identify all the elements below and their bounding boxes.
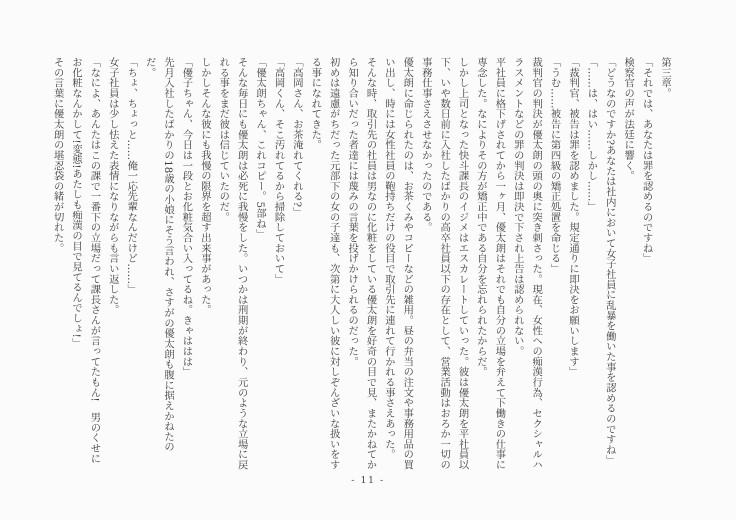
paragraph: 「裁判官、被告は罪を認めました。規定通りに即決をお願いします」 <box>566 57 579 377</box>
paragraph: 優太朗に命じられたのは、お茶くみやコピーなどの雑用。昼の弁当の注文や事務用品の買い出し、時には女性社員の鞄持ちだけの役目で取引先に連れて行かれる事さえあった。 <box>382 57 414 470</box>
paragraph: 「なによ、あんたはこの課で一番下の立場だって課長さんが言ってたもん! 男のくせにお化粧なんかして!変態!あたしも痴漢の目で見てるんでしょ!」 <box>70 57 101 464</box>
paragraph: 「うむ……被告に第四級の矯正処置を命じる」 <box>548 57 561 274</box>
paragraph: 検察官の声が法廷に響く。 <box>622 57 635 181</box>
paragraph: 「優太朗ちゃん、これコピー。5部ね」 <box>254 57 267 240</box>
paragraph: 平社員に格下げされてから一ヶ月、優太朗はそれでも自分の立場を弁えて下働きの仕事に専念した。なによりその方が矯正中である自分を忘れられたからだ。 <box>474 57 506 470</box>
page-text <box>34 57 674 470</box>
paragraph: 先月入社したばかりの18歳の小娘にそう言われ、さすがの優太朗も腹に据えかねたのだ。 <box>143 57 175 452</box>
page-number: - 11 - <box>351 475 385 486</box>
paragraph: しかし上司となった快斗課長のイジメはエスカレートしていった。彼は優太朗を平社員以下、いや数日前に入社したばかりの高卒社員以下の存在として、営業活動はおろか一切の事務仕事さえさせなかったのである。 <box>419 57 469 470</box>
paragraph: そんな時、取引先の社員は男なのに化粧をしている優太朗を好奇の目で見、またかねてから知り合いだった者達には蔑みの言葉を投げかけられるのだった。 <box>346 57 377 470</box>
paragraph: その言葉に優太朗の堪忍袋の緒が切れた。 <box>51 57 64 254</box>
paragraph: 「……は、はい……しかし……」 <box>585 57 598 212</box>
paragraph: 「それでは、あなたは罪を認めるのですね」 <box>640 57 653 264</box>
paragraph: 「どうなのですか?あなたは社内において女子社員に乱暴を働いた事を認めるのですね」 <box>603 57 616 466</box>
paragraph: 「ちょ、ちょっと……俺一応先輩なんだけど……」 <box>125 57 138 295</box>
paragraph: 「高岡くん、そこ汚れてるから掃除しておいて」 <box>272 57 285 285</box>
paragraph: 女子社員は少し怯えた表情になりながらも言い返した。 <box>106 57 119 315</box>
chapter-heading: 第三章。 <box>659 57 671 99</box>
paragraph: 「優子ちゃん、今日は一段とお化粧気合い入ってるね。きゃははは」 <box>180 57 193 377</box>
paragraph: 「高岡さん、お茶淹れてくれる?」 <box>290 57 303 218</box>
paragraph: しかしそんな彼にも我慢の限界を超す出来事があった。 <box>198 57 211 315</box>
paragraph: 裁判官の判決が優太朗の頭の奥に突き刺さった。現在、女性への痴漢行為、セクシャルハラスメントなどの罪の判決は即決で下され上告は認められない。 <box>511 57 543 470</box>
paragraph: 初めは遠慮がちだった元部下の女の子達も、次第に大人しい彼に対しぞんざいな扱いをする事になれてきた。 <box>309 57 340 470</box>
paragraph: そんな毎日にも優太朗は必死に我慢をした。いつかは刑期が終わり、元のような立場に戻れる事をまだ彼は信じていたのだ。 <box>217 57 248 470</box>
